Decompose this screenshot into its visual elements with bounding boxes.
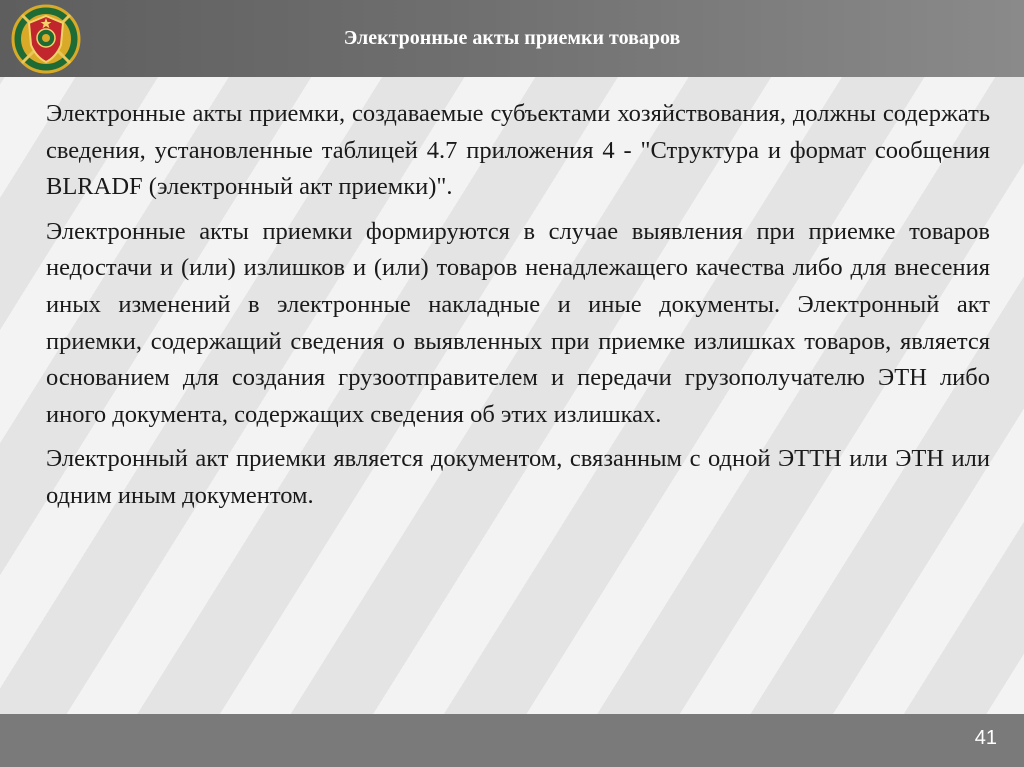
- slide-body: [46, 96, 990, 523]
- paragraph-1: Электронные акты приемки, создаваемые субъектами хозяйствования, должны содержать сведения, установленные таблицей 4.7 приложения 4 - "Структура и формат сообщения BLRADF (электронный акт приемки)".: [46, 100, 990, 201]
- paragraph-2: Электронные акты приемки формируются в случае выявления при приемке товаров недостачи и (или) излишков и (или) товаров ненадлежащего качества либо для внесения иных изменений в электронные накладные и иные документы. Электронный акт приемки, содержащий сведения о выявленных при приемке излишках товаров, является основанием для создания грузоотправителем и передачи грузополучателю ЭТН либо иного документа, содержащих сведения об этих излишках.: [46, 217, 990, 428]
- page-number: 41: [974, 727, 997, 749]
- slide-title: Электронные акты приемки товаров: [343, 27, 681, 49]
- emblem-icon: [8, 1, 84, 77]
- paragraph-3: Электронный акт приемки является документом, связанным с одной ЭТТН или ЭТН или одним иным документом.: [46, 445, 990, 509]
- footer-bar: [0, 714, 1024, 767]
